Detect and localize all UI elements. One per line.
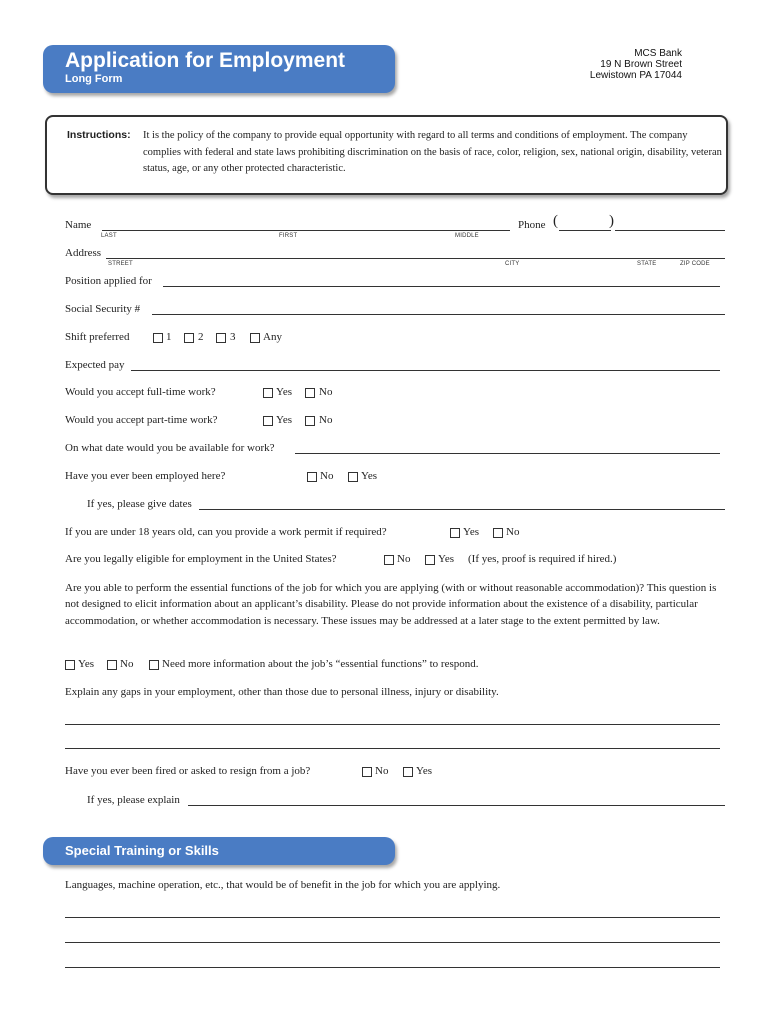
address-sub-zip: ZIP CODE <box>680 261 710 267</box>
shift-any-checkbox[interactable] <box>250 333 260 343</box>
name-sub-last: LAST <box>101 233 117 239</box>
address-sub-city: CITY <box>505 261 520 267</box>
employed-here-no-label: No <box>320 470 334 482</box>
address-sub-street: STREET <box>108 261 133 267</box>
eligible-no-label: No <box>397 553 411 565</box>
need-more-info-label: Need more information about the job’s “essential functions” to respond. <box>162 658 479 670</box>
explain-label: If yes, please explain <box>87 794 180 806</box>
skills-field-line-3[interactable] <box>65 967 720 968</box>
form-title: Application for Employment <box>65 49 346 72</box>
shift-1-checkbox[interactable] <box>153 333 163 343</box>
eligible-no-checkbox[interactable] <box>384 555 394 565</box>
full-time-label: Would you accept full-time work? <box>65 386 216 398</box>
address-sub-state: STATE <box>637 261 657 267</box>
eligible-yes-label: Yes <box>438 553 455 565</box>
part-time-yes-checkbox[interactable] <box>263 416 273 426</box>
essential-yes-label: Yes <box>78 658 95 670</box>
instructions-box <box>45 115 728 195</box>
eligible-note: (If yes, proof is required if hired.) <box>468 553 617 565</box>
eligible-yes-checkbox[interactable] <box>425 555 435 565</box>
phone-paren-close: ) <box>609 213 614 229</box>
shift-2-label: 2 <box>198 331 204 343</box>
ssn-field[interactable] <box>152 314 725 315</box>
skills-heading: Special Training or Skills <box>65 843 219 858</box>
ssn-label: Social Security # <box>65 303 141 315</box>
phone-number-field[interactable] <box>615 230 725 231</box>
phone-paren-open: ( <box>553 213 558 229</box>
available-date-field[interactable] <box>295 453 720 454</box>
under-18-no-label: No <box>506 526 520 538</box>
part-time-no-label: No <box>319 414 333 426</box>
under-18-yes-label: Yes <box>463 526 480 538</box>
skills-field-line-1[interactable] <box>65 917 720 918</box>
expected-pay-field[interactable] <box>131 370 720 371</box>
essential-yes-checkbox[interactable] <box>65 660 75 670</box>
essential-no-checkbox[interactable] <box>107 660 117 670</box>
position-field[interactable] <box>163 286 720 287</box>
company-street: 19 N Brown Street <box>600 59 682 70</box>
part-time-no-checkbox[interactable] <box>305 416 315 426</box>
instructions-label: Instructions: <box>67 129 131 141</box>
address-field[interactable] <box>106 258 725 259</box>
need-more-info-checkbox[interactable] <box>149 660 159 670</box>
address-label: Address <box>65 247 102 259</box>
essential-no-label: No <box>120 658 134 670</box>
employed-here-no-checkbox[interactable] <box>307 472 317 482</box>
name-sub-middle: MIDDLE <box>455 233 479 239</box>
gaps-field-line-1[interactable] <box>65 724 720 725</box>
expected-pay-label: Expected pay <box>65 359 125 371</box>
fired-yes-checkbox[interactable] <box>403 767 413 777</box>
header-banner <box>43 45 395 93</box>
name-field[interactable] <box>102 230 510 231</box>
employed-here-yes-label: Yes <box>361 470 378 482</box>
dates-field[interactable] <box>199 509 725 510</box>
form-subtitle: Long Form <box>65 73 123 85</box>
shift-label: Shift preferred <box>65 331 130 343</box>
dates-label: If yes, please give dates <box>87 498 192 510</box>
fired-label: Have you ever been fired or asked to resign from a job? <box>65 765 311 777</box>
available-date-label: On what date would you be available for work? <box>65 442 275 454</box>
skills-section-banner <box>43 837 395 865</box>
under-18-no-checkbox[interactable] <box>493 528 503 538</box>
part-time-yes-label: Yes <box>276 414 293 426</box>
full-time-no-checkbox[interactable] <box>305 388 315 398</box>
gaps-field-line-2[interactable] <box>65 748 720 749</box>
shift-3-checkbox[interactable] <box>216 333 226 343</box>
phone-area-code-field[interactable] <box>559 230 611 231</box>
fired-yes-label: Yes <box>416 765 433 777</box>
name-label: Name <box>65 219 92 231</box>
skills-field-line-2[interactable] <box>65 942 720 943</box>
full-time-no-label: No <box>319 386 333 398</box>
instructions-text: It is the policy of the company to provide equal opportunity with regard to all terms and conditions of employment. The company complies with federal and state laws prohibiting discrimination on the basis of race, color, religion, sex, national origin, disability, veteran status, age, or any other protected characteristic. <box>143 130 722 174</box>
phone-label: Phone <box>518 219 546 231</box>
shift-any-label: Any <box>263 331 282 343</box>
shift-1-label: 1 <box>166 331 172 343</box>
under-18-label: If you are under 18 years old, can you provide a work permit if required? <box>65 526 387 538</box>
gaps-label: Explain any gaps in your employment, other than those due to personal illness, injury or disability. <box>65 686 499 698</box>
employed-here-yes-checkbox[interactable] <box>348 472 358 482</box>
fired-no-checkbox[interactable] <box>362 767 372 777</box>
name-sub-first: FIRST <box>279 233 298 239</box>
under-18-yes-checkbox[interactable] <box>450 528 460 538</box>
company-name: MCS Bank <box>634 48 682 59</box>
fired-no-label: No <box>375 765 389 777</box>
employed-here-label: Have you ever been employed here? <box>65 470 226 482</box>
position-label: Position applied for <box>65 275 152 287</box>
full-time-yes-checkbox[interactable] <box>263 388 273 398</box>
shift-2-checkbox[interactable] <box>184 333 194 343</box>
full-time-yes-label: Yes <box>276 386 293 398</box>
eligible-label: Are you legally eligible for employment in the United States? <box>65 553 337 565</box>
part-time-label: Would you accept part-time work? <box>65 414 218 426</box>
skills-prompt: Languages, machine operation, etc., that would be of benefit in the job for which you are applying. <box>65 879 501 891</box>
explain-field[interactable] <box>188 805 725 806</box>
company-city: Lewistown PA 17044 <box>589 70 682 81</box>
essential-functions-paragraph: Are you able to perform the essential functions of the job for which you are applying (with or without reasonable accommodation)? This question is not designed to elicit information about an applicant’s disability. Please do not provide information about the existence of a disability, particular accommodation, or whether accommodation is necessary. These issues may be addressed at a later stage to the extent permitted by law. <box>65 582 717 627</box>
shift-3-label: 3 <box>230 331 236 343</box>
company-address <box>590 48 682 81</box>
